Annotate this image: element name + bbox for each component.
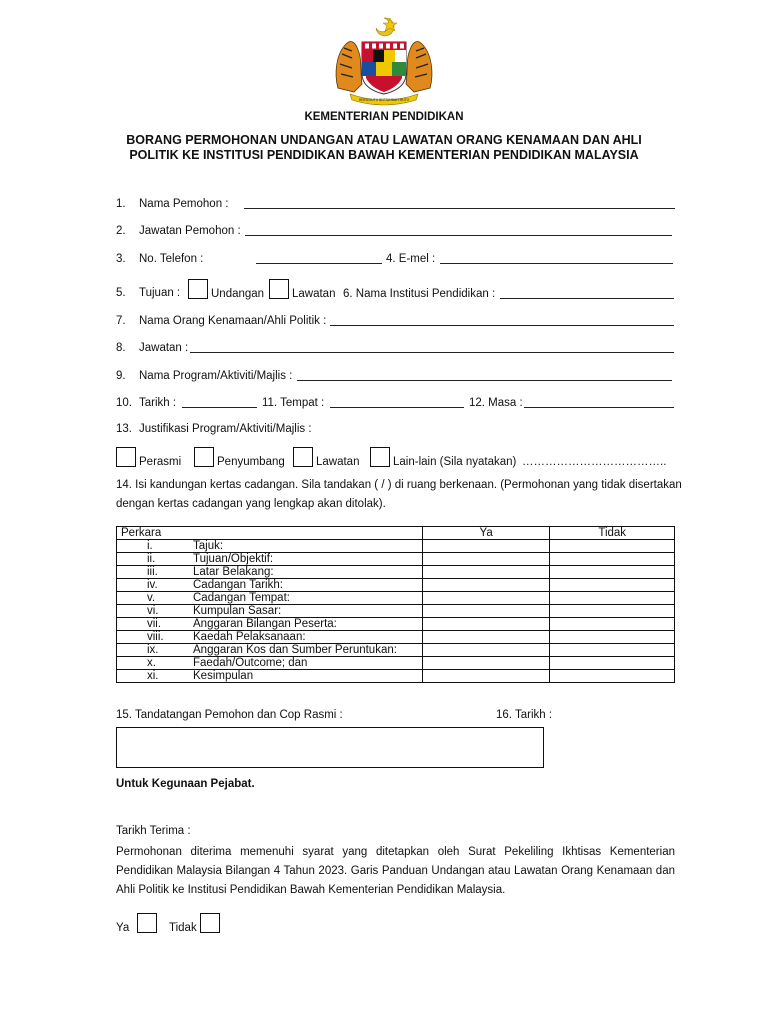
- ya-cell[interactable]: [422, 670, 550, 683]
- justification-penyumbang-label: Penyumbang: [217, 456, 285, 468]
- table-row: [117, 540, 675, 553]
- justification-perasmi-checkbox[interactable]: [116, 447, 136, 467]
- ya-cell[interactable]: [422, 579, 550, 592]
- tidak-cell[interactable]: [550, 592, 675, 605]
- justification-lain-lain-label: Lain-lain (Sila nyatakan): [393, 456, 517, 468]
- table-row: [117, 566, 675, 579]
- table-row: [117, 631, 675, 644]
- ya-cell[interactable]: [422, 618, 550, 631]
- item-number: vi.: [147, 605, 159, 617]
- item-number: ii.: [147, 553, 156, 565]
- justification-penyumbang-checkbox[interactable]: [194, 447, 214, 467]
- ya-cell[interactable]: [422, 644, 550, 657]
- field-9-label: Nama Program/Aktiviti/Majlis :: [139, 370, 293, 382]
- justification-lawatan-label: Lawatan: [316, 456, 360, 468]
- approval-no-label: Tidak: [169, 922, 197, 934]
- item-number: xi.: [147, 670, 159, 682]
- item-number: ix.: [147, 644, 159, 656]
- purpose-lawatan-label: Lawatan: [292, 288, 336, 300]
- field-8-label: Jawatan :: [139, 342, 189, 354]
- field-11-label: 11. Tempat :: [262, 397, 325, 409]
- received-date-label: Tarikh Terima :: [116, 825, 191, 837]
- tidak-cell[interactable]: [550, 631, 675, 644]
- item-number: iii.: [147, 566, 158, 578]
- field-12-label: 12. Masa :: [469, 397, 523, 409]
- form-title-line2: POLITIK KE INSTITUSI PENDIDIKAN BAWAH KEMENTERIAN PENDIDIKAN MALAYSIA: [129, 148, 639, 162]
- signature-label: 15. Tandatangan Pemohon dan Cop Rasmi :: [116, 709, 343, 721]
- ya-cell[interactable]: [422, 592, 550, 605]
- vip-name-field[interactable]: [330, 315, 674, 326]
- approval-no-checkbox[interactable]: [200, 913, 220, 933]
- field-13-num: 13.: [116, 423, 132, 435]
- field-6-label: 6. Nama Institusi Pendidikan :: [343, 288, 496, 300]
- table-header-row: [117, 527, 675, 540]
- item-number: viii.: [147, 631, 164, 643]
- header-tidak: Tidak: [550, 527, 675, 540]
- perkara-cell: [117, 618, 423, 631]
- field-7-num: 7.: [116, 315, 126, 327]
- justification-lain-lain-checkbox[interactable]: [370, 447, 390, 467]
- header-perkara: Perkara: [117, 527, 423, 540]
- justification-other-dots[interactable]: ………………………………..: [522, 456, 667, 468]
- field-10-label: Tarikh :: [139, 397, 177, 409]
- item-number: i.: [147, 540, 153, 552]
- tidak-cell[interactable]: [550, 566, 675, 579]
- purpose-undangan-checkbox[interactable]: [188, 279, 208, 299]
- field-2-label: Jawatan Pemohon :: [139, 225, 241, 237]
- table-row: [117, 657, 675, 670]
- item-label: Anggaran Kos dan Sumber Peruntukan:: [193, 644, 397, 656]
- perkara-cell: [117, 657, 423, 670]
- approval-yes-label: Ya: [116, 922, 130, 934]
- table-row: [117, 553, 675, 566]
- date-field[interactable]: [182, 397, 257, 408]
- item-label: Faedah/Outcome; dan: [193, 657, 308, 669]
- coat-of-arms-logo: [332, 14, 436, 106]
- applicant-name-field[interactable]: [244, 198, 675, 209]
- purpose-lawatan-checkbox[interactable]: [269, 279, 289, 299]
- field-5-label: Tujuan :: [139, 287, 181, 299]
- field-14-line1: 14. Isi kandungan kertas cadangan. Sila tandakan ( / ) di ruang berkenaan. (Permohonan yang tidak disertakan: [116, 479, 682, 491]
- tidak-cell[interactable]: [550, 644, 675, 657]
- phone-field[interactable]: [256, 253, 382, 264]
- field-14-line2: dengan kertas cadangan yang lengkap akan ditolak).: [116, 498, 386, 510]
- signature-date-label: 16. Tarikh :: [496, 709, 553, 721]
- item-label: Anggaran Bilangan Peserta:: [193, 618, 337, 630]
- field-5-num: 5.: [116, 287, 126, 299]
- perkara-cell: [117, 631, 423, 644]
- perkara-cell: [117, 553, 423, 566]
- perkara-cell: [117, 605, 423, 618]
- venue-field[interactable]: [330, 397, 464, 408]
- item-label: Cadangan Tarikh:: [193, 579, 283, 591]
- item-label: Tajuk:: [193, 540, 224, 552]
- field-3-label: No. Telefon :: [139, 253, 204, 265]
- header-ya: Ya: [422, 527, 550, 540]
- item-number: v.: [147, 592, 156, 604]
- perkara-cell: [117, 670, 423, 683]
- crest-motto: BERSEKUTU BERTAMBAH MUTU: [358, 98, 410, 102]
- vip-position-field[interactable]: [190, 342, 674, 353]
- field-7-label: Nama Orang Kenamaan/Ahli Politik :: [139, 315, 327, 327]
- institution-name-field[interactable]: [500, 288, 674, 299]
- field-9-num: 9.: [116, 370, 126, 382]
- justification-perasmi-label: Perasmi: [139, 456, 182, 468]
- ya-cell[interactable]: [422, 605, 550, 618]
- ya-cell[interactable]: [422, 631, 550, 644]
- table-row: [117, 579, 675, 592]
- field-1-label: Nama Pemohon :: [139, 198, 229, 210]
- email-field[interactable]: [440, 253, 673, 264]
- office-use-heading: Untuk Kegunaan Pejabat.: [116, 778, 255, 790]
- field-4-label: 4. E-mel :: [386, 253, 436, 265]
- ya-cell[interactable]: [422, 657, 550, 670]
- tidak-cell[interactable]: [550, 605, 675, 618]
- tidak-cell[interactable]: [550, 540, 675, 553]
- tidak-cell[interactable]: [550, 618, 675, 631]
- table-row: [117, 618, 675, 631]
- item-number: x.: [147, 657, 156, 669]
- item-number: vii.: [147, 618, 162, 630]
- signature-box[interactable]: [116, 727, 544, 768]
- item-label: Kumpulan Sasar:: [193, 605, 282, 617]
- item-number: iv.: [147, 579, 158, 591]
- table-row: [117, 670, 675, 683]
- table-row: [117, 592, 675, 605]
- field-2-num: 2.: [116, 225, 126, 237]
- applicant-position-field[interactable]: [245, 225, 672, 236]
- purpose-undangan-label: Undangan: [211, 288, 265, 300]
- tidak-cell[interactable]: [550, 579, 675, 592]
- field-13-label: Justifikasi Program/Aktiviti/Majlis :: [139, 423, 312, 435]
- tidak-cell[interactable]: [550, 670, 675, 683]
- perkara-cell: [117, 579, 423, 592]
- item-label: Cadangan Tempat:: [193, 592, 290, 604]
- table-row: [117, 644, 675, 657]
- tidak-cell[interactable]: [550, 657, 675, 670]
- field-1-num: 1.: [116, 198, 126, 210]
- perkara-cell: [117, 540, 423, 553]
- ya-cell[interactable]: [422, 566, 550, 579]
- item-label: Kesimpulan: [193, 670, 254, 682]
- field-10-num: 10.: [116, 397, 132, 409]
- field-3-num: 3.: [116, 253, 126, 265]
- item-label: Tujuan/Objektif:: [193, 553, 274, 565]
- perkara-cell: [117, 644, 423, 657]
- ministry-name: KEMENTERIAN PENDIDIKAN: [304, 111, 464, 123]
- ya-cell[interactable]: [422, 553, 550, 566]
- item-label: Kaedah Pelaksanaan:: [193, 631, 306, 643]
- office-paragraph: Permohonan diterima memenuhi syarat yang ditetapkan oleh Surat Pekeliling Ikhtisas Kementerian Pendidikan Malaysia Bilangan 4 Tahun 2023. Garis Panduan Undangan atau Lawatan Orang Kenamaan dan Ahli Politik ke Institusi Pendidikan Bawah Kementerian Pendidikan Malaysia.: [116, 846, 675, 896]
- item-label: Latar Belakang:: [193, 566, 274, 578]
- perkara-cell: [117, 566, 423, 579]
- field-8-num: 8.: [116, 342, 126, 354]
- approval-yes-checkbox[interactable]: [137, 913, 157, 933]
- justification-lawatan-checkbox[interactable]: [293, 447, 313, 467]
- tidak-cell[interactable]: [550, 553, 675, 566]
- perkara-cell: [117, 592, 423, 605]
- time-field[interactable]: [524, 397, 674, 408]
- form-title-line1: BORANG PERMOHONAN UNDANGAN ATAU LAWATAN ORANG KENAMAAN DAN AHLI: [126, 133, 642, 147]
- ya-cell[interactable]: [422, 540, 550, 553]
- program-name-field[interactable]: [297, 370, 672, 381]
- proposal-checklist-table: [116, 526, 675, 683]
- table-row: [117, 605, 675, 618]
